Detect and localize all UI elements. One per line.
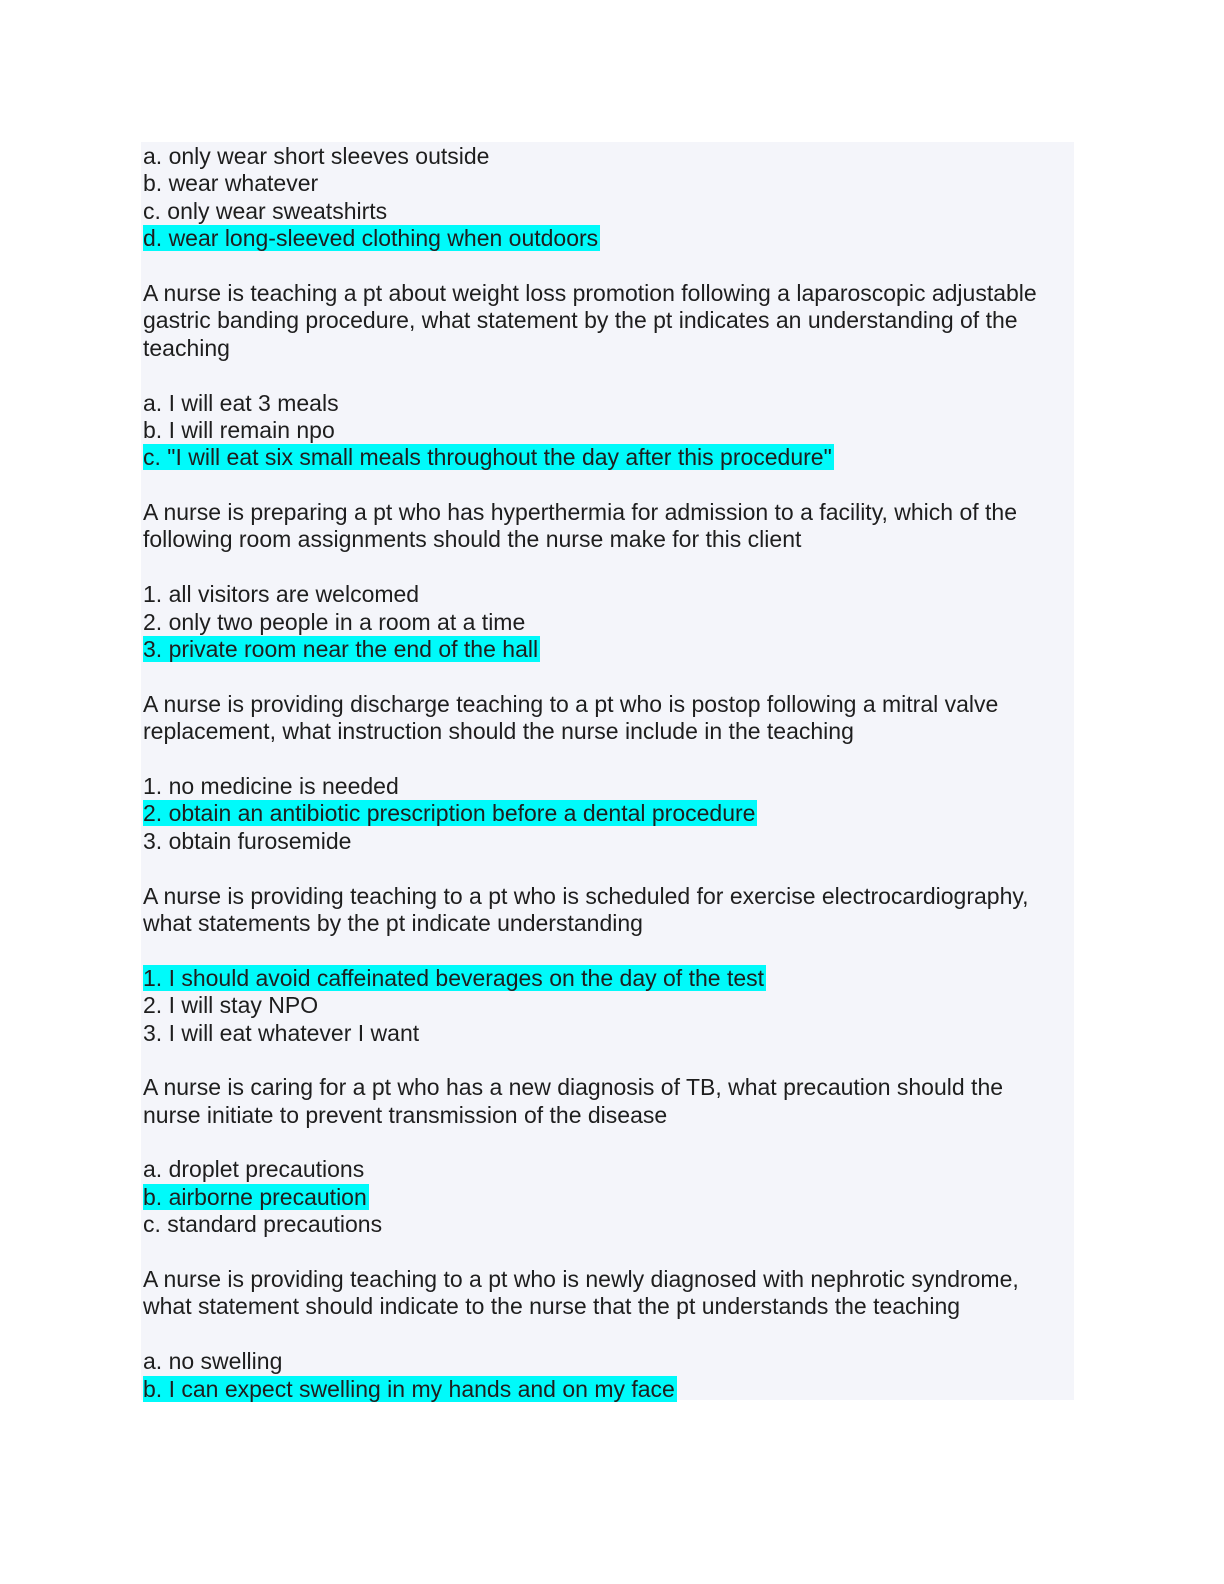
question-stem: gastric banding procedure, what statement by the pt indicates an understanding of the <box>143 307 1018 334</box>
question-stem: what statements by the pt indicate understanding <box>143 909 643 936</box>
question-6 <box>143 1074 1073 1238</box>
question-stem: replacement, what instruction should the nurse include in the teaching <box>143 718 854 745</box>
answer-highlight: b. airborne precaution <box>143 1183 367 1210</box>
answer-highlight: 2. obtain an antibiotic prescription before a dental procedure <box>143 800 756 827</box>
question-stem: what statement should indicate to the nurse that the pt understands the teaching <box>143 1293 961 1320</box>
correct-answer-option <box>143 1184 1073 1211</box>
answer-option: 2. I will stay NPO <box>143 992 319 1019</box>
answer-option: a. only wear short sleeves outside <box>143 143 490 169</box>
question-stem: A nurse is teaching a pt about weight loss promotion following a laparoscopic adjustable <box>143 279 1037 306</box>
answer-option: 2. only two people in a room at a time <box>143 608 526 635</box>
answer-option: a. I will eat 3 meals <box>143 389 339 416</box>
correct-answer-option <box>143 965 1073 992</box>
question-stem: following room assignments should the nurse make for this client <box>143 526 802 553</box>
document-body <box>143 143 1073 1403</box>
correct-answer-option <box>143 1376 1073 1403</box>
correct-answer-option <box>143 225 1073 252</box>
question-stem: A nurse is providing teaching to a pt who is scheduled for exercise electrocardiography, <box>143 882 1029 909</box>
question-stem: A nurse is caring for a pt who has a new diagnosis of TB, what precaution should the <box>143 1074 1004 1101</box>
question-4 <box>143 691 1073 855</box>
question-3 <box>143 499 1073 663</box>
question-stem: nurse initiate to prevent transmission of the disease <box>143 1101 668 1128</box>
answer-highlight: d. wear long-sleeved clothing when outdoors <box>143 225 599 252</box>
answer-option: c. only wear sweatshirts <box>143 197 388 224</box>
answer-highlight: b. I can expect swelling in my hands and on my face <box>143 1375 675 1402</box>
answer-highlight: c. "I will eat six small meals throughout the day after this procedure" <box>143 444 832 471</box>
question-stem: A nurse is preparing a pt who has hyperthermia for admission to a facility, which of the <box>143 499 1018 526</box>
answer-option: 1. all visitors are welcomed <box>143 581 420 608</box>
answer-option: c. standard precautions <box>143 1211 383 1238</box>
question-7 <box>143 1266 1073 1403</box>
correct-answer-option <box>143 800 1073 827</box>
question-stem: A nurse is providing discharge teaching to a pt who is postop following a mitral valve <box>143 690 999 717</box>
question-1 <box>143 143 1073 253</box>
answer-option: 3. I will eat whatever I want <box>143 1019 420 1046</box>
question-5 <box>143 883 1073 1047</box>
question-stem: A nurse is providing teaching to a pt who is newly diagnosed with nephrotic syndrome, <box>143 1266 1019 1293</box>
question-2 <box>143 280 1073 472</box>
answer-option: b. wear whatever <box>143 170 319 197</box>
answer-option: 3. obtain furosemide <box>143 827 352 854</box>
answer-option: b. I will remain npo <box>143 416 335 443</box>
answer-option: a. no swelling <box>143 1348 283 1375</box>
answer-highlight: 1. I should avoid caffeinated beverages on the day of the test <box>143 964 765 991</box>
answer-option: a. droplet precautions <box>143 1156 365 1183</box>
answer-highlight: 3. private room near the end of the hall <box>143 636 539 663</box>
correct-answer-option <box>143 444 1073 471</box>
answer-option: 1. no medicine is needed <box>143 772 399 799</box>
correct-answer-option <box>143 636 1073 663</box>
question-stem: teaching <box>143 334 230 361</box>
